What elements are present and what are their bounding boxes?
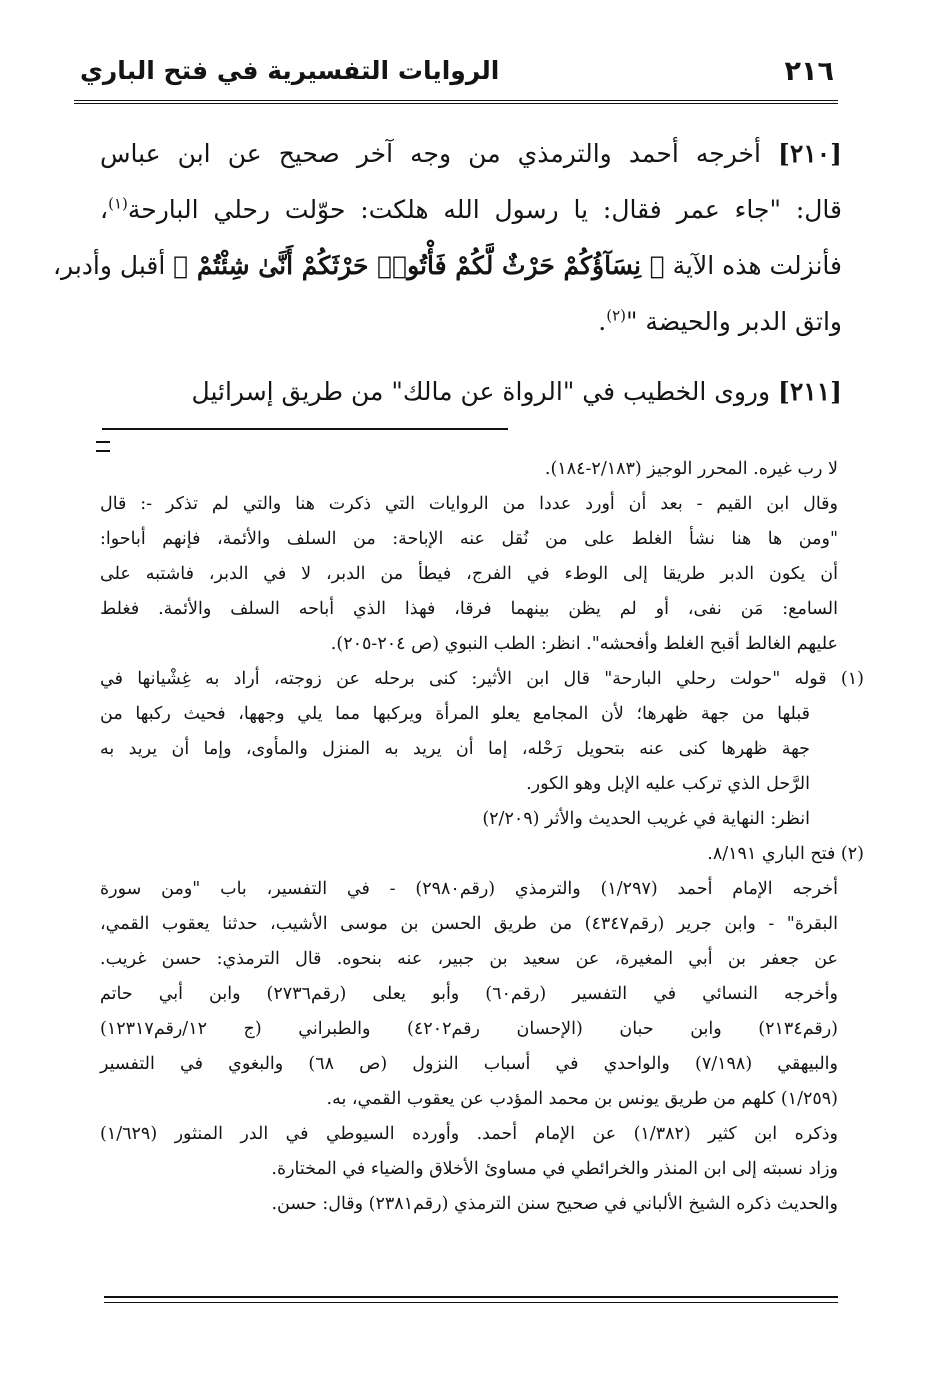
footnote-separator xyxy=(102,428,508,430)
footnote-line: (١/٢٥٩) كلهم من طريق يونس بن محمد المؤدب عن يعقوب القمي، به. xyxy=(326,1089,838,1109)
continuation-mark xyxy=(96,441,110,452)
footnote-line: انظر: النهاية في غريب الحديث والأثر (٢/٢٠٩) xyxy=(482,809,810,829)
text-segment: أقبل وأدبر، xyxy=(52,251,174,280)
hadith-number: [٢١٠] xyxy=(778,139,842,168)
footnote-line: الرَّحل الذي تركب عليه الإبل وهو الكور. xyxy=(526,774,810,794)
text-segment: وروى الخطيب في "الرواة عن مالك" من طريق إسرائيل xyxy=(191,377,779,406)
main-text-line xyxy=(100,294,842,350)
footnote-line: لا رب غيره. المحرر الوجيز (٢/١٨٣-١٨٤). xyxy=(544,459,838,479)
footnote-reference: (١) xyxy=(108,194,128,213)
main-text xyxy=(52,126,842,420)
footnote-line: والبيهقي (٧/١٩٨) والواحدي في أسباب النزول (ص ٦٨) والبغوي في التفسير xyxy=(100,1054,838,1074)
footnote-line: أن يكون الدبر طريقا إلى الوطء في الفرج، فيطأ من الدبر، لا في الدبر، فاشتبه على xyxy=(100,564,838,584)
footnote-reference: (٢) xyxy=(606,306,626,325)
running-title: الروايات التفسيرية في فتح الباري xyxy=(80,56,500,85)
footnotes xyxy=(100,452,864,1222)
footnote-line: (١) قوله "حولت رحلي البارحة" قال ابن الأثير: كنى برحله عن زوجته، أراد به غِشْيانها في xyxy=(100,669,864,689)
footnote-line: (٢) فتح الباري ٨/١٩١. xyxy=(707,844,864,864)
footnote-line: عن جعفر بن أبي المغيرة، عن سعيد بن جبير، عنه بنحوه. قال الترمذي: حسن غريب. xyxy=(100,949,838,969)
main-text-line xyxy=(100,126,842,182)
text-segment: أخرجه أحمد والترمذي من وجه آخر صحيح عن ابن عباس xyxy=(100,139,779,168)
text-segment: فأنزلت هذه الآية xyxy=(664,251,842,280)
footnote-line: السامع: مَن نفى، أو لم يظن بينهما فرقا، فهذا الذي أباحه السلف والأئمة. فغلط xyxy=(100,599,838,619)
footnote-line: قبلها من جهة ظهرها؛ لأن المجامع يعلو المرأة ويركبها مما يلي وجهها، فحيث ركبها من xyxy=(100,704,810,724)
footnote-line: والحديث ذكره الشيخ الألباني في صحيح سنن الترمذي (رقم٢٣٨١) وقال: حسن. xyxy=(271,1194,838,1214)
footnote-line: البقرة" - وابن جرير (رقم٤٣٤٧) من طريق الحسن بن موسى الأشيب، حدثنا يعقوب القمي، xyxy=(100,914,838,934)
footnote-line: وقال ابن القيم - بعد أن أورد عددا من الروايات التي ذكرت هنا والتي لم تذكر -: قال xyxy=(100,494,838,514)
main-text-line xyxy=(100,364,842,420)
footnote-line: وزاد نسبته إلى ابن المنذر والخرائطي في مساوئ الأخلاق والضياء في المختارة. xyxy=(271,1159,838,1179)
text-segment: ، xyxy=(100,195,109,224)
bottom-rule xyxy=(104,1296,838,1303)
text-segment: واتق الدبر والحيضة " xyxy=(625,307,842,336)
footnote-line: وأخرجه النسائي في التفسير (رقم٦٠) وأبو يعلى (رقم٢٧٣٦) وابن أبي حاتم xyxy=(100,984,838,1004)
page-number: ٢١٦ xyxy=(784,56,834,87)
text-segment: قال: "جاء عمر فقال: يا رسول الله هلكت: حوّلت رحلي البارحة xyxy=(127,195,842,224)
main-text-line xyxy=(52,238,842,294)
footnote-line: (رقم٢١٣٤) وابن حبان (الإحسان رقم٤٢٠٢) والطبراني (ج ١٢/رقم١٢٣١٧) xyxy=(100,1019,838,1039)
main-text-line xyxy=(100,182,842,238)
quran-verse: ﴿ نِسَآؤُكُمْ حَرْثٌ لَّكُمْ فَأْتُوا۟ حَرْثَكُمْ أَنَّىٰ شِئْتُمْ ﴾ xyxy=(173,251,665,280)
text-segment: . xyxy=(598,307,607,336)
footnote-line: عليهم الغالط أقبح الغلط وأفحشه". انظر: الطب النبوي (ص ٢٠٤-٢٠٥). xyxy=(330,634,838,654)
footnote-line: جهة ظهرها كنى عنه بتحويل رَحْله، إما أن يريد به المنزل والمأوى، وإما أن يريد به xyxy=(100,739,810,759)
hadith-number: [٢١١] xyxy=(778,377,842,406)
footnote-line: وذكره ابن كثير (١/٣٨٢) عن الإمام أحمد. وأورده السيوطي في الدر المنثور (١/٦٢٩) xyxy=(100,1124,838,1144)
page-header xyxy=(74,54,838,104)
footnote-line: "ومن ها هنا نشأ الغلط على من نُقل عنه الإباحة: من السلف والأئمة، فإنهم أباحوا: xyxy=(100,529,838,549)
footnote-line: أخرجه الإمام أحمد (١/٢٩٧) والترمذي (رقم٢٩٨٠) - في التفسير، باب "ومن سورة xyxy=(100,879,838,899)
